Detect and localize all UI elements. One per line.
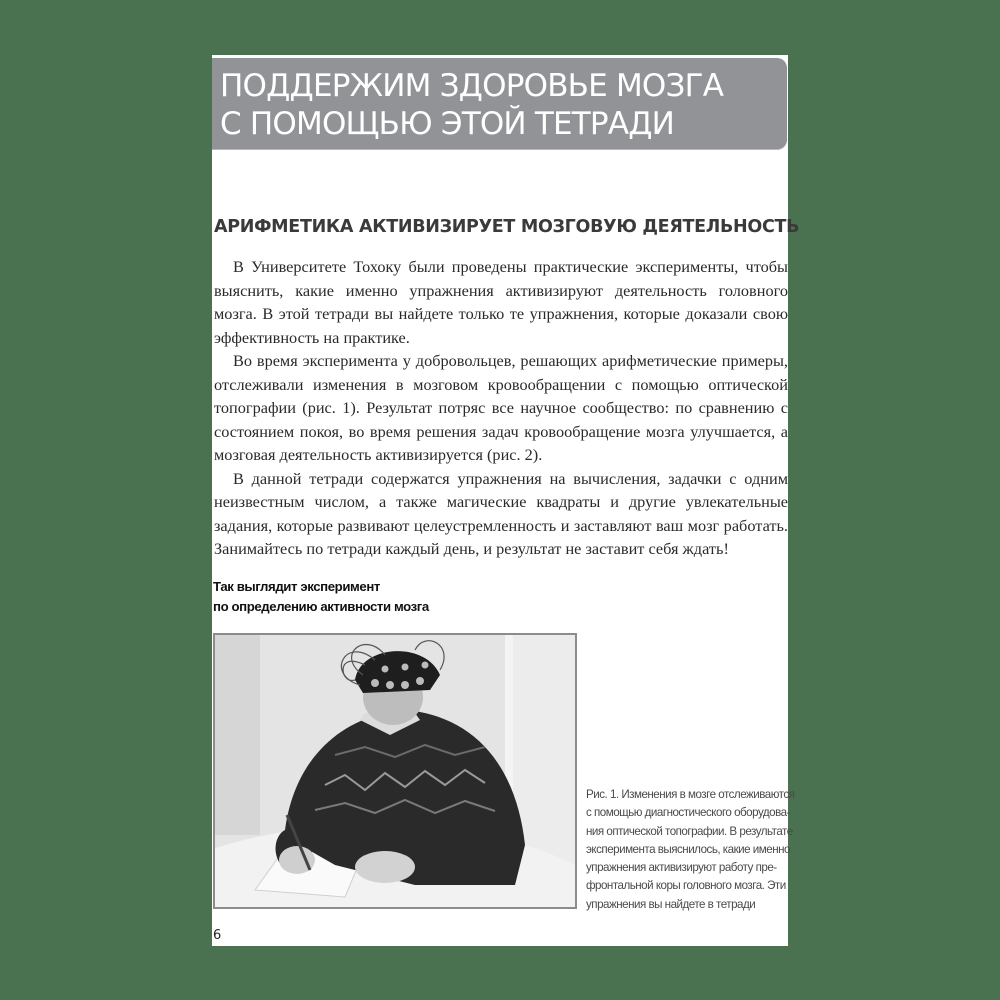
caption-line: упражнения вы найдете в тетради	[586, 897, 756, 911]
caption-line: с помощью диагностического оборудова-	[586, 806, 790, 820]
page-title-line-2: С ПОМОЩЬЮ ЭТОЙ ТЕТРАДИ	[220, 106, 675, 142]
caption-line: эксперимента выяснилось, какие именно	[586, 842, 790, 856]
paragraph: В Университете Тохоку были проведены практические эксперименты, чтобы выяснить, какие именно упражнения активизируют деятельность головного мозга. В этой тетради вы найдете только те упражнения, которые доказали свою эффективность на практике.	[214, 257, 788, 347]
photo-heading	[213, 577, 429, 617]
caption-line: Рис. 1. Изменения в мозге отслеживаются	[586, 788, 795, 801]
book-page	[212, 55, 800, 946]
photo-illustration	[215, 635, 575, 907]
caption-line: фронтальной коры головного мозга. Эти	[586, 879, 786, 893]
page-title-line-1: ПОДДЕРЖИМ ЗДОРОВЬЕ МОЗГА	[220, 68, 724, 104]
figure-caption	[586, 786, 795, 914]
title-banner	[212, 58, 787, 150]
section-heading: АРИФМЕТИКА АКТИВИЗИРУЕТ МОЗГОВУЮ ДЕЯТЕЛЬНОСТЬ	[214, 217, 800, 237]
page-number: 6	[213, 928, 222, 943]
caption-line: упражнения активизируют работу пре-	[586, 861, 777, 875]
experiment-photo	[213, 633, 577, 909]
paragraph: Во время эксперимента у добровольцев, решающих арифметические примеры, отслеживали изменения в мозговом кровообращении с помощью оптической топографии (рис. 1). Результат потряс все научное сообщество: по сравнению с состоянием покоя, во время решения задач кровообращение мозга улучшается, а мозговая деятельность активизируется (рис. 2).	[214, 351, 788, 464]
photo-heading-line-2: по определению активности мозга	[213, 599, 429, 614]
body-text	[214, 255, 788, 561]
paragraph: В данной тетради содержатся упражнения на вычисления, задачки с одним неизвестным числом, а также магические квадраты и другие увлекательные задания, которые развивают целеустремленность и заставляют ваш мозг работать. Занимайтесь по тетради каждый день, и результат не заставит себя ждать!	[214, 468, 788, 558]
caption-line: ния оптической топографии. В результате	[586, 824, 793, 838]
photo-heading-line-1: Так выглядит эксперимент	[213, 579, 380, 594]
